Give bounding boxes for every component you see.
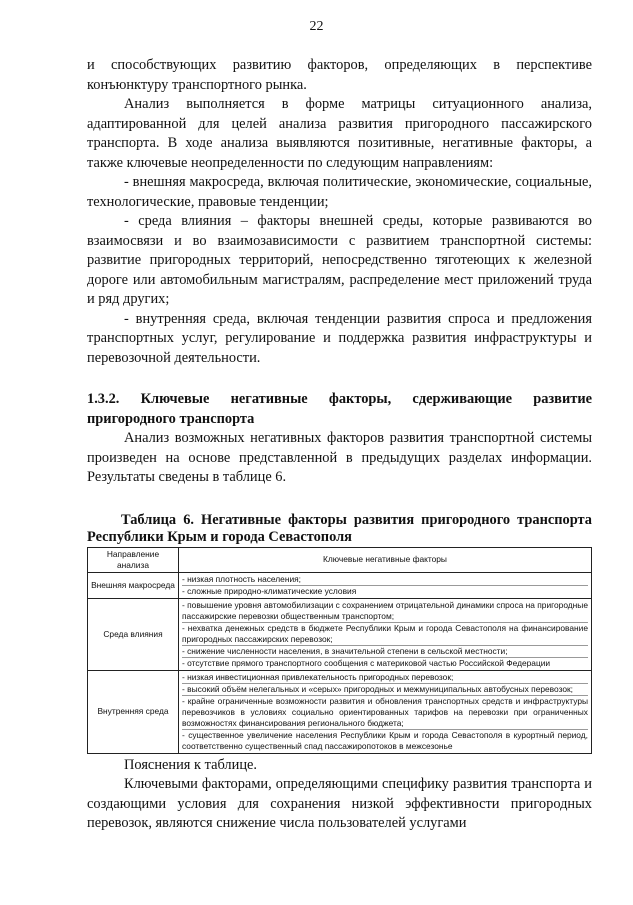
factor-item: - высокий объём нелегальных и «серых» пригородных и межмуниципальных автобусных перевозок; [182, 684, 588, 696]
document-body [87, 56, 592, 834]
factor-item: - повышение уровня автомобилизации с сохранением отрицательной динамики спроса на пригородные пассажирские перевозки общественным транспортом; [182, 599, 588, 621]
paragraph: Анализ выполняется в форме матрицы ситуационного анализа, адаптированной для целей анализа развития пригородного пассажирского транспорта. В ходе анализа выявляются позитивные, негативные факторы, а также ключевые неопределенности по следующим направлениям: [87, 96, 592, 171]
table-row [88, 670, 592, 753]
factor-item: - нехватка денежных средств в бюджете Республики Крым и города Севастополя на финансирование пригородных пассажирских перевозок; [182, 622, 588, 644]
table-row [88, 598, 592, 670]
notes-label: Пояснения к таблице. [124, 756, 258, 773]
page-number: 22 [309, 19, 324, 34]
table-row [88, 572, 592, 598]
column-header-factors: Ключевые негативные факторы [179, 547, 592, 572]
table-header-row [88, 547, 592, 572]
list-item: - среда влияния – факторы внешней среды, которые развиваются во взаимосвязи и во взаимозависимости с развитием транспортной системы: развитие пригородных территорий, непосредственно тяготеющих к железной дороге или автомобильным магистралям, распределение мест приложений труда и ряд других; [87, 213, 592, 307]
row-factors [179, 572, 592, 598]
factor-item: - низкая плотность населения; [182, 574, 588, 586]
row-direction: Внешняя макросреда [88, 572, 179, 598]
section-heading: 1.3.2. Ключевые негативные факторы, сдерживающие развитие пригородного транспорта [87, 391, 592, 427]
row-direction: Среда влияния [88, 598, 179, 670]
row-factors [179, 598, 592, 670]
factor-item: - низкая инвестиционная привлекательность пригородных перевозок; [182, 672, 588, 684]
column-header-direction: Направление анализа [88, 547, 179, 572]
row-direction: Внутренняя среда [88, 670, 179, 753]
list-item: - внешняя макросреда, включая политические, экономические, социальные, технологические, правовые тенденции; [87, 174, 592, 210]
row-factors [179, 670, 592, 753]
factors-table [87, 547, 592, 754]
factor-item: - существенное увеличение населения Республики Крым и города Севастополя в курортный период, соответственно существенный спад пассажиропотоков в межсезонье [182, 729, 588, 751]
paragraph: Ключевыми факторами, определяющими специфику развития транспорта и создающими условия для сохранения низкой эффективности пригородных перевозок, являются снижение числа пользователей услугами [87, 776, 592, 831]
paragraph: и способствующих развитию факторов, определяющих в перспективе конъюнктуру транспортного рынка. [87, 57, 592, 93]
list-item: - внутренняя среда, включая тенденции развития спроса и предложения транспортных услуг, регулирование и поддержка развития инфраструктуры и перевозочной деятельности. [87, 310, 592, 366]
factor-item: - снижение численности населения, в значительной степени в сельской местности; [182, 646, 588, 658]
paragraph: Анализ возможных негативных факторов развития транспортной системы произведен на основе представленной в предыдущих разделах информации. Результаты сведены в таблице 6. [87, 430, 592, 485]
factor-item: - сложные природно-климатические условия [182, 585, 357, 596]
factor-item: - крайне ограниченные возможности развития и обновления транспортных средств и инфраструктуры перевозчиков в условиях социально ориентированных тарифов на перевозки при ограниченных возможностях финансирования регионального бюджета; [182, 695, 588, 728]
table-caption: Таблица 6. Негативные факторы развития пригородного транспорта Республики Крым и города Севастополя [87, 511, 592, 545]
factor-item: - отсутствие прямого транспортного сообщения с материковой частью Российской Федерации [182, 657, 551, 668]
